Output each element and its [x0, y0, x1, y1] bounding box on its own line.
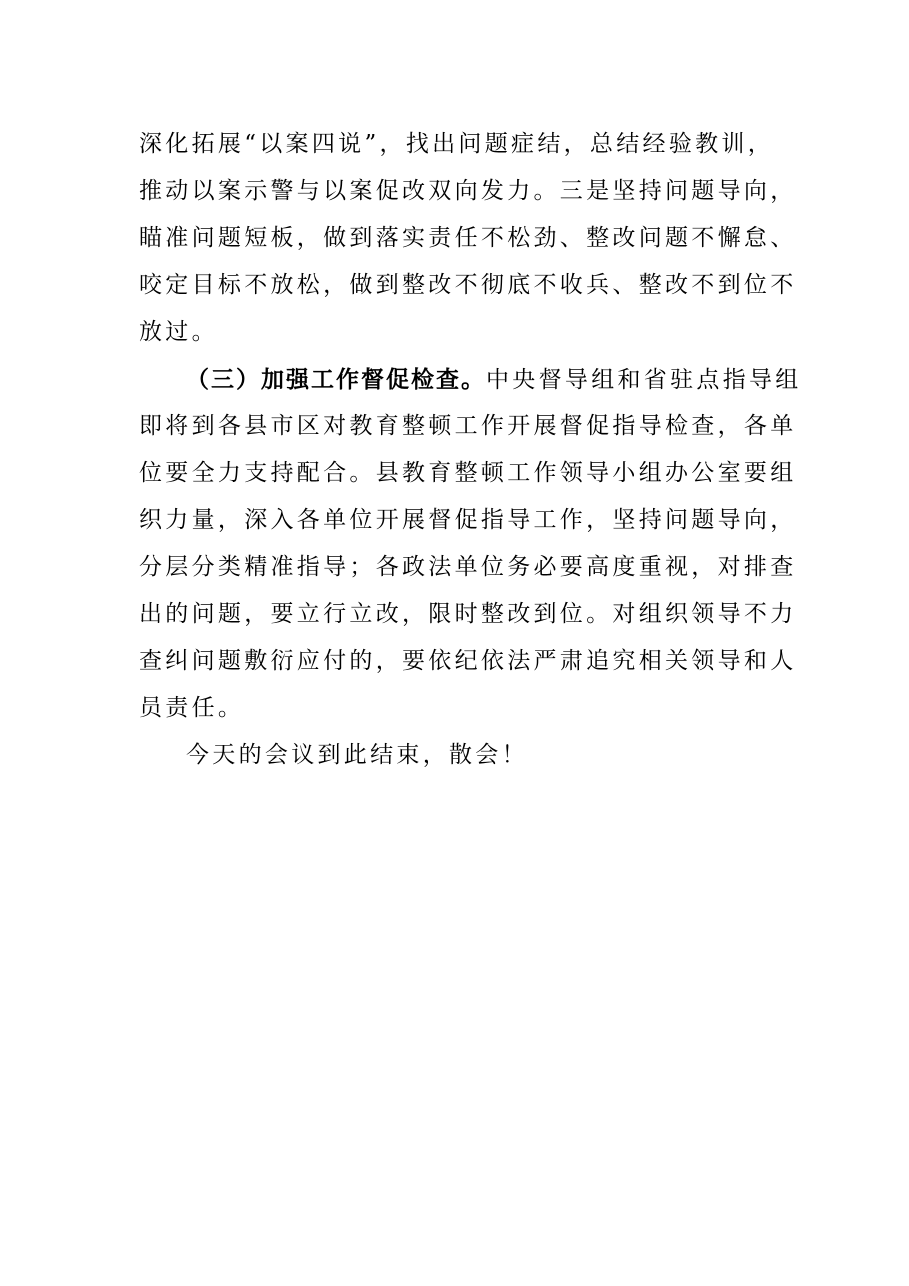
text-line: 织力量，深入各单位开展督促指导工作，坚持问题导向， — [139, 507, 797, 533]
heading-rest: 中央督导组和省驻点指导组 — [486, 367, 802, 393]
text-line: 出的问题，要立行立改，限时整改到位。对组织领导不力 — [139, 601, 797, 627]
paragraph-2 — [139, 356, 802, 732]
text-line: 瞄准问题短板，做到落实责任不松劲、整改问题不懈怠、 — [139, 225, 797, 251]
section-heading: （三）加强工作督促检查。 — [186, 366, 486, 393]
text-line: 深化拓展“以案四说”，找出问题症结，总结经验教训， — [139, 131, 775, 157]
text-line: 放过。 — [139, 319, 218, 345]
text-line: 分层分类精准指导；各政法单位务必要高度重视，对排查 — [139, 554, 797, 580]
text-line: 查纠问题敷衍应付的，要依纪依法严肃追究相关领导和人 — [139, 648, 797, 674]
text-line: 即将到各县市区对教育整顿工作开展督促指导检查，各单 — [139, 413, 797, 439]
document-body — [139, 121, 802, 779]
closing-paragraph — [139, 732, 773, 779]
paragraph-1 — [139, 121, 797, 356]
closing-line: 今天的会议到此结束，散会！ — [186, 742, 528, 768]
text-line: 推动以案示警与以案促改双向发力。三是坚持问题导向， — [139, 178, 797, 204]
text-line-first — [139, 356, 802, 403]
text-line: 咬定目标不放松，做到整改不彻底不收兵、整改不到位不 — [139, 272, 797, 298]
text-line: 位要全力支持配合。县教育整顿工作领导小组办公室要组 — [139, 460, 797, 486]
text-line: 员责任。 — [139, 695, 245, 721]
